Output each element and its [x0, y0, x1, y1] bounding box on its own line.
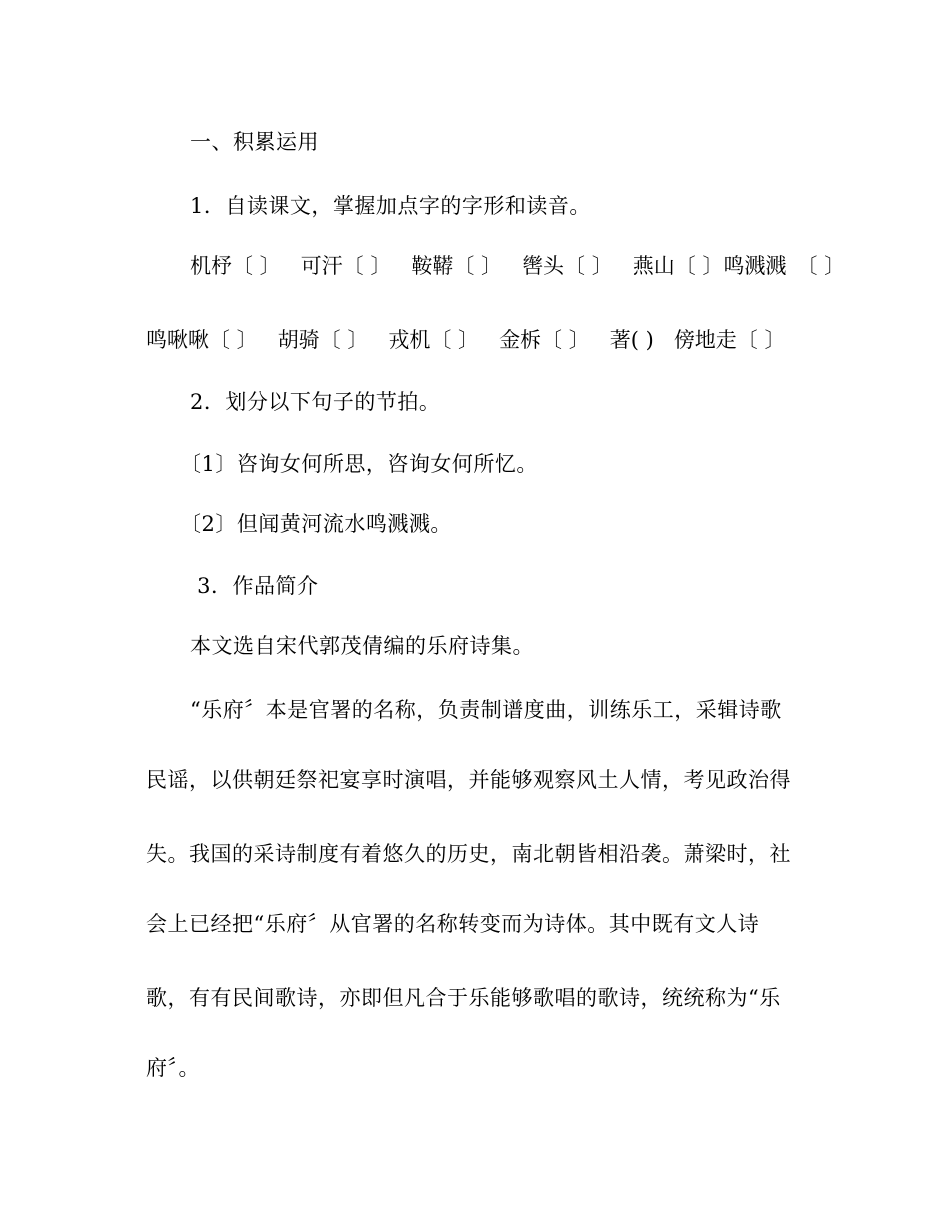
question-2-prompt: 2．划分以下句子的节拍。 [190, 390, 441, 414]
vocab-item: 傍地走〔 〕 [673, 328, 786, 352]
question-3-intro: 本文选自宋代郭茂倩编的乐府诗集。 [190, 634, 534, 658]
vocab-item: 〔 〕 [796, 254, 846, 278]
paragraph-line: 歌，有有民间歌诗，亦即但凡合于乐能够歌唱的歌诗，统统称为“乐 [146, 986, 781, 1010]
vocab-item: 可汗〔 〕 [300, 254, 392, 278]
vocab-item: 胡骑〔 〕 [277, 328, 369, 352]
vocab-item: 辔头〔 〕 [522, 254, 613, 278]
vocab-row-1 [190, 252, 865, 280]
question-2-item-1: 〔1〕咨询女何所思，咨询女何所忆。 [180, 452, 538, 476]
vocab-item: 机杼〔 〕 [190, 254, 281, 278]
section-title: 一、积累运用 [190, 130, 319, 154]
paragraph-line: 府〞。 [146, 1056, 200, 1080]
question-2-item-2: 〔2〕但闻黄河流水鸣溅溅。 [180, 512, 452, 536]
vocab-item: 燕山〔 〕鸣溅溅 [632, 254, 787, 278]
vocab-item: 戎机〔 〕 [388, 328, 480, 352]
question-3-prompt: 3．作品简介 [190, 574, 319, 598]
vocab-row-2 [146, 326, 806, 354]
vocab-item: 鸣啾啾〔 〕 [146, 328, 258, 352]
paragraph-line: “乐府〞本是官署的名称，负责制谱度曲，训练乐工，采辑诗歌 [190, 698, 782, 722]
paragraph-line: 民谣，以供朝廷祭祀宴享时演唱，并能够观察风土人情，考见政治得 [146, 768, 791, 792]
vocab-item: 著( ) [609, 328, 654, 352]
question-1-prompt: 1．自读课文，掌握加点字的字形和读音。 [190, 194, 591, 218]
paragraph-line: 失。我国的采诗制度有着悠久的历史，南北朝皆相沿袭。萧梁时，社 [146, 842, 791, 866]
paragraph-line: 会上已经把“乐府〞从官署的名称转变而为诗体。其中既有文人诗 [146, 912, 760, 936]
vocab-item: 金柝〔 〕 [499, 328, 590, 352]
vocab-item: 鞍鞯〔 〕 [411, 254, 503, 278]
